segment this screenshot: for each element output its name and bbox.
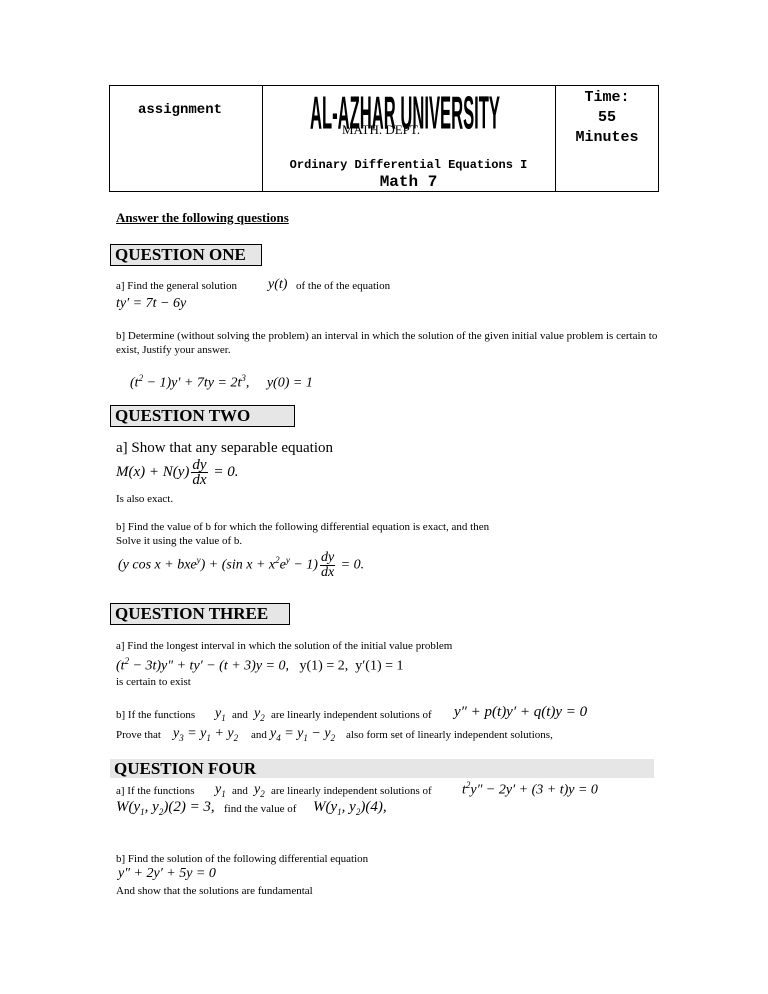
- q3-b-y3: $y_3 = y_1 + y_2$: [173, 726, 239, 743]
- q2-a-equation: M(x) + N(y) $\frac{dy}{dx}$ = 0.: [116, 457, 239, 488]
- q2-a-text: a] Show that any separable equation: [116, 440, 334, 456]
- course-code: Math 7: [379, 173, 438, 191]
- q1-a-equation: ty′ = 7t − 6y: [116, 296, 187, 311]
- q4-a-text-1: a] If the functions: [116, 785, 195, 797]
- q4-a-text-3: are linearly independent solutions of: [271, 785, 432, 797]
- q1-a-text-2: of the of the equation: [296, 280, 391, 292]
- q3-b-y4: $y_4 = y_1 - y_2$: [270, 726, 336, 743]
- assignment-label: assignment: [138, 102, 223, 118]
- question-two-title: QUESTION TWO: [110, 405, 295, 427]
- q3-a-equation: $(t^2 - 3t)y'' + ty' - (t + 3)y = 0$, y(1) = 2, y′(1) = 1: [116, 656, 404, 674]
- q3-b-y1: $y_1$: [215, 706, 226, 723]
- q1-a-text-1: a] Find the general solution: [116, 280, 237, 292]
- q4-b-note: And show that the solutions are fundamental: [116, 885, 313, 897]
- q2-b-text-1: b] Find the value of b for which the following differential equation is exact, and then: [116, 521, 490, 533]
- q2-b-text-2: Solve it using the value of b.: [116, 535, 243, 547]
- q2-b-equation: (y cos x + bxe$^y$) + (sin $x + x^2e^y - 1$) $\frac{dy}{dx}$ = 0.: [118, 550, 365, 580]
- q3-b-text-2: and: [232, 709, 248, 721]
- time-block: [555, 88, 659, 148]
- q1-b-equation: $(t^2 - 1)y' + 7ty = 2t^3$, y(0) = 1: [130, 373, 313, 391]
- course-title: Ordinary Differential Equations I: [289, 158, 528, 172]
- q3-b-prove-3: also form set of linearly independent solutions,: [346, 729, 553, 741]
- question-three-title: QUESTION THREE: [110, 603, 290, 625]
- q1-a-yt: y(t): [268, 277, 288, 292]
- header-table: [109, 85, 659, 192]
- time-value: 55: [597, 109, 616, 126]
- university-name: AL-AZHAR UNIVERSITY: [310, 87, 501, 140]
- q4-b-equation: y″ + 2y′ + 5y = 0: [118, 866, 216, 881]
- q1-b-text: b] Determine (without solving the problem) an interval in which the solution of the given initial value problem is certain to exist, Justify your answer.: [116, 330, 658, 356]
- question-one-title: QUESTION ONE: [110, 244, 262, 266]
- q3-b-equation: y″ + p(t)y′ + q(t)y = 0: [454, 704, 588, 720]
- q3-b-text-3: are linearly independent solutions of: [271, 709, 432, 721]
- q3-b-prove-1: Prove that: [116, 729, 161, 741]
- q2-a-note: Is also exact.: [116, 493, 174, 505]
- q4-b-text: b] Find the solution of the following differential equation: [116, 853, 369, 865]
- q4-a-wronskian-find: $W(y_1$, $y_2)(4)$,: [313, 799, 387, 817]
- q4-a-y1: $y_1$: [215, 782, 226, 799]
- q4-a-y2: $y_2$: [254, 782, 265, 799]
- time-label: Time:: [584, 89, 630, 106]
- instructions: Answer the following questions: [116, 210, 289, 225]
- q3-b-prove-2: and: [251, 729, 267, 741]
- question-four-title: QUESTION FOUR: [110, 759, 654, 778]
- q4-a-text-4: find the value of: [224, 803, 297, 815]
- q4-a-wronskian-given: $W(y_1$, $y_2)(2) = 3$,: [116, 799, 215, 817]
- q3-a-text: a] Find the longest interval in which the solution of the initial value problem: [116, 640, 453, 652]
- q3-b-text-1: b] If the functions: [116, 709, 196, 721]
- time-unit: Minutes: [575, 129, 639, 146]
- q3-b-y2: $y_2$: [254, 706, 265, 723]
- department-label: MATH. DEPT.: [342, 122, 421, 137]
- q4-a-equation: $t^2y'' - 2y' + (3 + t)y = 0$: [462, 780, 598, 798]
- q4-a-text-2: and: [232, 785, 248, 797]
- q3-a-note: is certain to exist: [116, 676, 191, 688]
